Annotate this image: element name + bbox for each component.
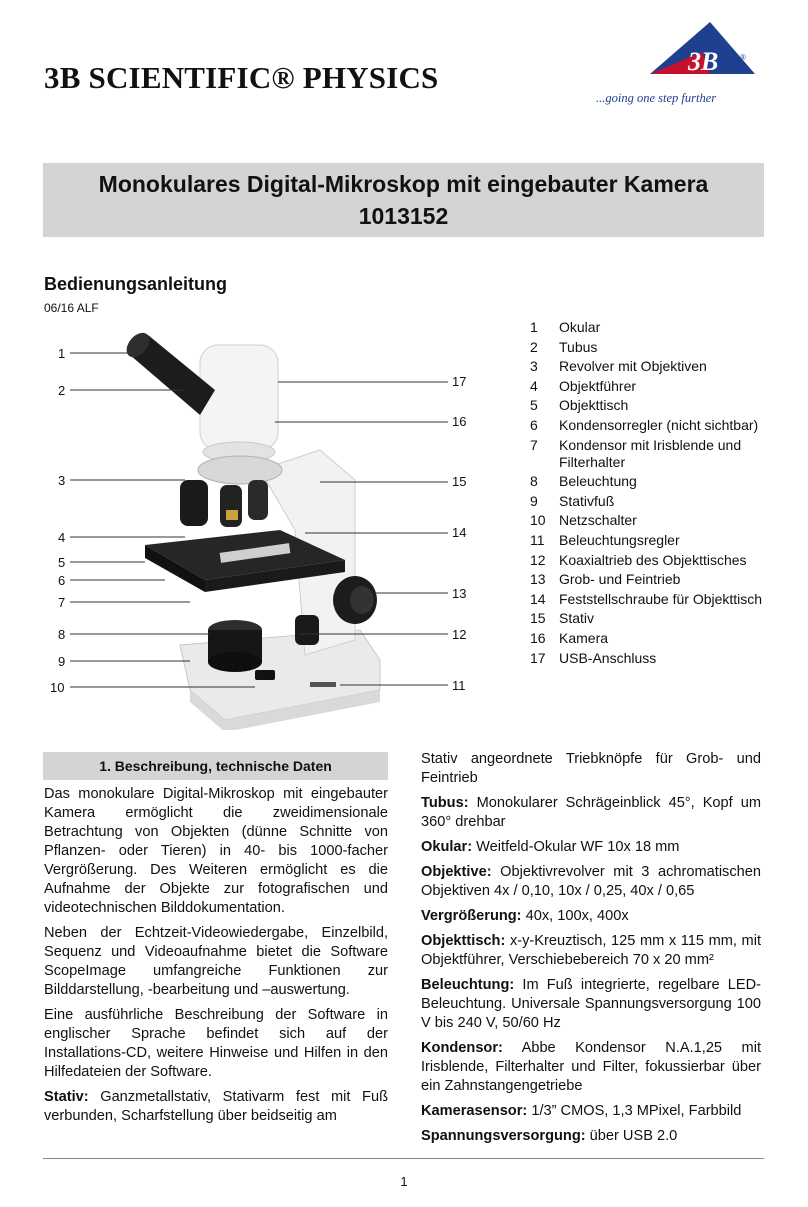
spec-stativ bbox=[44, 1088, 388, 1126]
spec-key: Tubus: bbox=[421, 795, 469, 811]
figure-label-10: 10 bbox=[50, 680, 65, 695]
right-column bbox=[421, 750, 761, 1152]
spec-okular bbox=[421, 838, 761, 857]
part-number: 10 bbox=[530, 512, 546, 529]
software-paragraph: Neben der Echtzeit-Videowiedergabe, Einzelbild, Sequenz und Videoaufnahme bietet die Software ScopeImage umfangreiche Funktionen zur Bilddarstellung, -bearbeitung und –auswertung. bbox=[44, 925, 388, 998]
part-number: 3 bbox=[530, 358, 538, 375]
spec-key: Kondensor: bbox=[421, 1040, 503, 1056]
figure-label-2: 2 bbox=[58, 383, 66, 398]
part-number: 7 bbox=[530, 436, 538, 453]
part-label: Stativfuß bbox=[559, 492, 615, 509]
figure-label-16: 16 bbox=[452, 414, 467, 429]
part-label: Kamera bbox=[559, 629, 609, 646]
figure-label-4: 4 bbox=[58, 530, 66, 545]
spec-value: Objektivrevolver mit 3 achromatischen Objektiven 4x / 0,10, 10x / 0,25, 40x / 0,65 bbox=[421, 864, 761, 899]
figure-label-8: 8 bbox=[58, 627, 66, 642]
figure-label-15: 15 bbox=[452, 474, 467, 489]
part-label: Tubus bbox=[559, 338, 598, 355]
spec-value: Im Fuß integrierte, regelbare LED-Beleuchtung. Universale Spannungsversorgung 100 V bis 240 V, 50/60 Hz bbox=[421, 977, 762, 1031]
date-code: 06/16 ALF bbox=[44, 301, 99, 315]
figure-label-9: 9 bbox=[58, 654, 66, 669]
list-item bbox=[530, 610, 770, 627]
description-paragraph: Das monokulare Digital-Mikroskop mit eingebauter Kamera ermöglicht die zweidimensionale Betrachtung von Objekten (dünne Schnitte von Pflanzen- oder Tieren) in 40- bis 1000-facher Vergrößerung. Des Weiteren ermöglicht es die Aufnahme der Objekte zur fotografischen und videotechnischen Bilddokumentation. bbox=[44, 786, 388, 916]
part-number: 11 bbox=[530, 531, 545, 548]
logo-tagline: ...going one step further bbox=[596, 91, 717, 105]
spec-objekttisch bbox=[421, 932, 761, 970]
spec-key: Vergrößerung: bbox=[421, 908, 522, 924]
footer-divider bbox=[43, 1158, 764, 1159]
part-number: 6 bbox=[530, 416, 538, 433]
list-item bbox=[530, 358, 770, 375]
spec-value: x-y-Kreuztisch, 125 mm x 115 mm, mit Objektführer, Verschiebebereich 70 x 20 mm² bbox=[421, 933, 761, 968]
part-label: Grob- und Feintrieb bbox=[559, 571, 681, 588]
article-number: 1013152 bbox=[358, 203, 449, 229]
list-item bbox=[530, 571, 770, 588]
brand-title: 3B SCIENTIFIC® PHYSICS bbox=[44, 60, 439, 95]
part-label: Kondensorregler (nicht sichtbar) bbox=[559, 416, 759, 433]
spec-value: Weitfeld-Okular WF 10x 18 mm bbox=[476, 839, 680, 855]
spec-vergroesserung bbox=[421, 907, 761, 926]
section-heading: 1. Beschreibung, technische Daten bbox=[43, 752, 388, 780]
logo-text: 3B bbox=[688, 47, 719, 76]
part-number: 13 bbox=[530, 571, 546, 588]
spec-value: über USB 2.0 bbox=[589, 1128, 678, 1144]
spec-beleuchtung bbox=[421, 976, 761, 1033]
part-label: Feststellschraube für Objekttisch bbox=[559, 590, 763, 607]
part-number: 8 bbox=[530, 473, 538, 490]
part-number: 5 bbox=[530, 397, 538, 414]
spec-value-part: Ganzmetallstativ, Stativarm fest mit Fuß verbunden, Scharfstellung über beidseitig am bbox=[44, 1089, 388, 1124]
camera-body bbox=[200, 345, 278, 450]
spec-value: Abbe Kondensor N.A.1,25 mit Irisblende, Filterhalter und Filter, fokussierbar über ein Zahnstangengetriebe bbox=[421, 1040, 762, 1094]
part-label: Objektführer bbox=[559, 377, 637, 394]
part-label: Objekttisch bbox=[559, 397, 629, 414]
list-item bbox=[530, 630, 770, 647]
part-label: Revolver mit Objektiven bbox=[559, 358, 707, 375]
list-item bbox=[530, 397, 770, 414]
part-number: 15 bbox=[530, 610, 546, 627]
list-item bbox=[530, 552, 770, 569]
spec-key: Okular: bbox=[421, 839, 473, 855]
parts-list bbox=[530, 319, 770, 669]
figure-label-13: 13 bbox=[452, 586, 467, 601]
spec-key: Kamerasensor: bbox=[421, 1103, 528, 1119]
spec-value: 1/3” CMOS, 1,3 MPixel, Farbbild bbox=[531, 1103, 742, 1119]
subtitle: Bedienungsanleitung bbox=[44, 274, 228, 294]
spec-value: 40x, 100x, 400x bbox=[525, 908, 629, 924]
part-number: 9 bbox=[530, 492, 538, 509]
part-label: Okular bbox=[559, 319, 601, 335]
part-label: Kondensor mit Irisblende und Filterhalter bbox=[559, 436, 742, 470]
part-label: Stativ bbox=[559, 610, 595, 627]
spec-tubus bbox=[421, 794, 761, 832]
spec-kondensor bbox=[421, 1039, 761, 1096]
figure-label-5: 5 bbox=[58, 555, 66, 570]
part-number: 17 bbox=[530, 649, 546, 666]
part-number: 1 bbox=[530, 319, 538, 335]
part-number: 14 bbox=[530, 590, 546, 607]
figure-label-17: 17 bbox=[452, 374, 467, 389]
figure-label-7: 7 bbox=[58, 595, 66, 610]
list-item bbox=[530, 591, 770, 608]
spec-key: Objektive: bbox=[421, 864, 492, 880]
title-box bbox=[43, 163, 764, 237]
spec-key: Objekttisch: bbox=[421, 933, 506, 949]
logo-registered: ® bbox=[740, 53, 746, 62]
list-item bbox=[530, 319, 770, 336]
part-label: Netzschalter bbox=[559, 512, 637, 529]
list-item bbox=[530, 378, 770, 395]
figure-label-14: 14 bbox=[452, 525, 467, 540]
part-label: Beleuchtungsregler bbox=[559, 531, 680, 548]
spec-value: Monokularer Schrägeinblick 45°, Kopf um 360° drehbar bbox=[421, 795, 761, 830]
spec-key: Spannungsversorgung: bbox=[421, 1128, 586, 1144]
part-number: 4 bbox=[530, 377, 538, 394]
part-label: USB-Anschluss bbox=[559, 649, 657, 666]
list-item bbox=[530, 650, 770, 667]
spec-stativ-continued: Stativ angeordnete Triebknöpfe für Grob- und Feintrieb bbox=[421, 751, 761, 786]
figure-label-12: 12 bbox=[452, 627, 467, 642]
list-item bbox=[530, 417, 770, 434]
spec-objektive bbox=[421, 863, 761, 901]
spec-key: Stativ: bbox=[44, 1089, 89, 1105]
part-number: 2 bbox=[530, 338, 538, 355]
figure-label-1: 1 bbox=[58, 346, 66, 361]
part-number: 16 bbox=[530, 629, 546, 646]
figure-label-3: 3 bbox=[58, 473, 66, 488]
document-title: Monokulares Digital-Mikroskop mit eingebauter Kamera bbox=[98, 171, 709, 197]
page-number: 1 bbox=[400, 1174, 408, 1189]
spec-key: Beleuchtung: bbox=[421, 977, 515, 993]
left-column bbox=[44, 785, 388, 1132]
microscope-figure bbox=[40, 330, 480, 730]
power-switch bbox=[255, 670, 275, 680]
part-label: Koaxialtrieb des Objekttisches bbox=[559, 551, 747, 568]
list-item bbox=[530, 473, 770, 490]
spec-kamerasensor bbox=[421, 1102, 761, 1121]
list-item bbox=[530, 532, 770, 549]
revolver bbox=[198, 456, 282, 484]
figure-label-6: 6 bbox=[58, 573, 66, 588]
3b-logo bbox=[590, 22, 766, 112]
list-item bbox=[530, 339, 770, 356]
list-item bbox=[530, 512, 770, 529]
list-item bbox=[530, 493, 770, 510]
part-number: 12 bbox=[530, 551, 546, 568]
spec-spannungsversorgung bbox=[421, 1127, 761, 1146]
figure-label-11: 11 bbox=[452, 678, 466, 693]
part-label: Beleuchtung bbox=[559, 473, 637, 490]
list-item bbox=[530, 437, 770, 471]
manual-paragraph: Eine ausführliche Beschreibung der Software in englischer Sprache befindet sich auf der Installations-CD, weitere Hinweise und Hilfen in den Hilfedateien der Software. bbox=[44, 1007, 388, 1080]
